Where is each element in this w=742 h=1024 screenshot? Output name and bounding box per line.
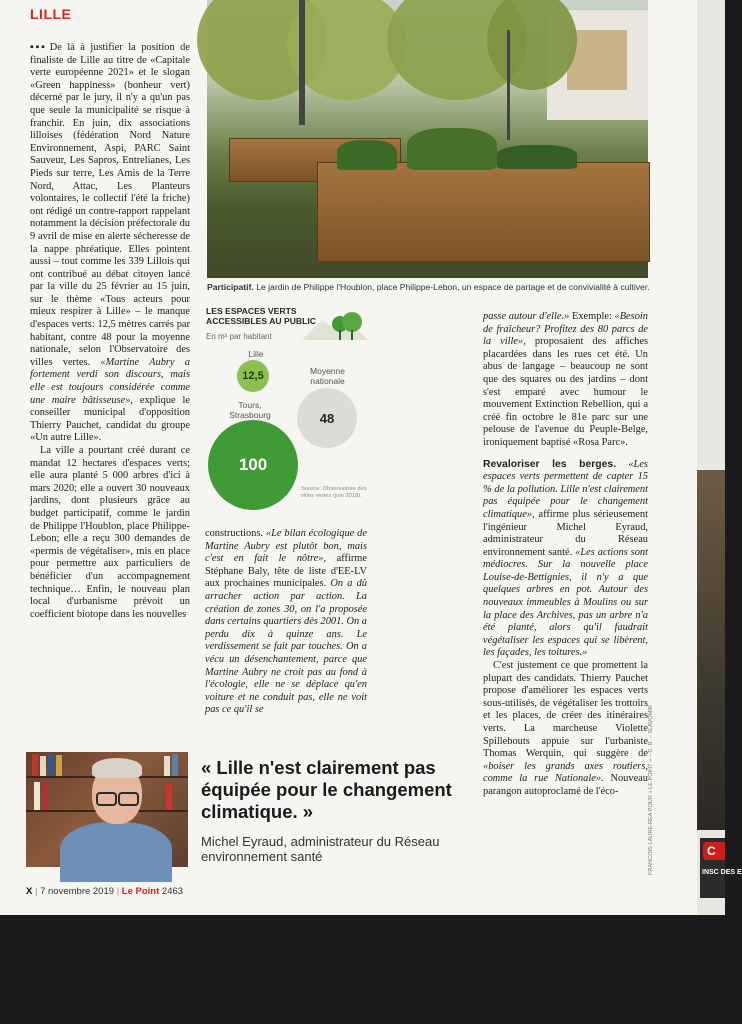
quote-attribution: Michel Eyraud, administrateur du Réseau environnement santé	[201, 834, 440, 864]
trees-icon	[300, 308, 370, 342]
green-space-infographic	[205, 306, 370, 516]
lille-circle: 12,5	[237, 360, 269, 392]
person-body	[60, 822, 172, 882]
paragraph: C'est justement ce que promettent la plupart des candidats. Thierry Pauchet propose d'améliorer les espaces verts sous-utilisés, de végétaliser les trottoirs et les places, de créer des itinéraires verts. La marcheuse Violette Spillebouts appuie sur l'urbaniste Thomas Werquin, qui suggère de «boiser les grands axes routiers, comme la rue Nationale». Nouveau parangon autoproclamé de l'éco-	[483, 660, 648, 797]
paragraph: La ville a pourtant créé durant ce mandat 12 hectares d'espaces verts; elle aura planté 5 000 arbres d'ici à mars 2020; elle a ouvert 30 nouveaux jardins, dont plusieurs grâce au budget participatif, comme le jardin de Philippe l'Houblon, place Philippe-Lebon; elle a reçu 300 demandes de «permis de végétaliser», mis en place pour permettre aux particuliers de bénéficier d'un accompagnement technique… Enfin, le nouveau plan local d'urbanisme prévoit un coefficient biotope dans les nouvelles	[30, 445, 190, 620]
paragraph: ▪▪▪ De là à justifier la position de finaliste de Lille au titre de «Capitale verte européenne 2021» et le slogan «Green happiness» (bonheur vert) décerné par le jury, il n'y a qu'un pas que seule la municipalité se risque à franchir. En juin, dix associations lilloises (fédération Nord Nature Environnement, Aspi, PARC Saint Sauveur, Les Sapros, Entrelianes, Les Pieds sur terre, Les Amis de la Terre Nord, Attac, Les Planteurs volontaires, le collectif l'été la friche) ont rédigé un contre-rapport rappelant notamment la décision préfectorale du 9 avril de mise en alerte sécheresse de la nappe phréatique. Elles pointent aussi – tout comme les 339 Lillois qui ont contribué au débat citoyen lancé par la ville du 25 février au 15 juin, sur le thème «Tous acteurs pour mieux respirer à Lille» – le manque d'espaces verts: 12,5 mètres carrés par habitant, contre 48 pour la moyenne nationale, selon l'Observatoire des villes vertes. «Martine Aubry a fortement verdi son discours, mais elle est toujours considérée comme une maire bâtisseuse», explique le conseiller municipal d'opposition Thierry Pauchet, candidat du groupe «Un autre Lille».	[30, 42, 190, 444]
ad-logo: C	[703, 842, 725, 860]
ad-text: INSC DES E	[702, 869, 742, 876]
page-number: X	[26, 886, 33, 897]
lille-label: Lille	[248, 349, 264, 359]
paragraph: passe autour d'elle.» Exemple: «Besoin de fraîcheur? Profitez des 80 parcs de la ville», proposaient des affiches placardées dans les rues cet été. Un abus de langage – beaucoup ne sont que des squares ou des jardins – dont s'est emparé avec humour le mouvement Extinction Rebellion, qui a créé fin octobre le 81e parc sur une pelouse de l'avenue du Peuple-Belge, ironiquement baptisé «Rosa Parc».	[483, 311, 648, 448]
tours-circle: 100	[208, 420, 298, 510]
scan-background	[0, 915, 725, 1024]
garden-photo	[207, 0, 648, 278]
brand-name: Le Point	[121, 886, 160, 897]
pull-quote: « Lille n'est clairement pas équipée pour le changement climatique. »	[201, 757, 452, 822]
column-3	[483, 311, 648, 799]
issue-number: 2463	[161, 886, 184, 897]
photo-caption: Participatif. Le jardin de Philippe l'Houblon, place Philippe-Lebon, un espace de partage et de convivialité à cultiver.	[207, 282, 650, 292]
page-footer: X | 7 novembre 2019 | Le Point 2463	[26, 886, 184, 897]
portrait-photo	[26, 752, 188, 867]
next-page-photo	[697, 470, 725, 830]
issue-date: 7 novembre 2019	[40, 886, 115, 897]
paragraph: constructions. «Le bilan écologique de Martine Aubry est plutôt bon, mais c'est en fait le nôtre», affirme Stéphane Baly, tête de liste d'EE-LV aux prochaines municipales. On a dû arracher action par action. La création de zones 30, on l'a proposée dans certains quartiers dès 2001. On a perdu dix à quinze ans. Le verdissement se fait par touches. On a vécu un désenchantement, parce que Martine Aubry ne croit pas au fond à l'écologie, elle ne se déplace qu'en voiture et ne conduit pas, elle ne voit pas ce qu'il se	[205, 528, 367, 716]
section-tag: LILLE	[30, 6, 72, 22]
national-label: Moyenne nationale	[310, 366, 345, 386]
infographic-unit: En m² par habitant	[206, 332, 272, 341]
lead-marker: ▪▪▪	[30, 42, 47, 53]
photo-credit: FRANCOIS LAURE-REA POUR « LE POINT » – D. R. – SLAVOMIR	[648, 705, 654, 875]
infographic-title: LES ESPACES VERTS ACCESSIBLES AU PUBLIC	[206, 306, 316, 326]
national-circle: 48	[297, 388, 357, 448]
subheading: Revaloriser les berges.	[483, 458, 617, 470]
infographic-source: Source: Observatoire des villes vertes (juin 2018).	[301, 486, 367, 499]
column-1	[30, 42, 190, 621]
next-page-ad	[700, 838, 742, 898]
paragraph: Revaloriser les berges. «Les espaces verts permettent de capter 15 % de la pollution. Lille n'est clairement pas équipée pour le changement climatique», affirme plus sérieusement l'ingénieur Michel Eyraud, administrateur du Réseau environnement santé. «Les actions sont médiocres. Sur la nouvelle place Louise-de-Bettignies, il n'y a que quelques arbres en pot. Autour des nouveaux immeubles à Moulins ou sur la place des Archives, pas un arbre n'a été planté, alors qu'il faudrait végétaliser les espaces qui se libèrent, les façades, les toitures.»	[483, 458, 648, 659]
tours-label: Tours, Strasbourg	[229, 400, 271, 420]
column-2	[205, 528, 367, 717]
